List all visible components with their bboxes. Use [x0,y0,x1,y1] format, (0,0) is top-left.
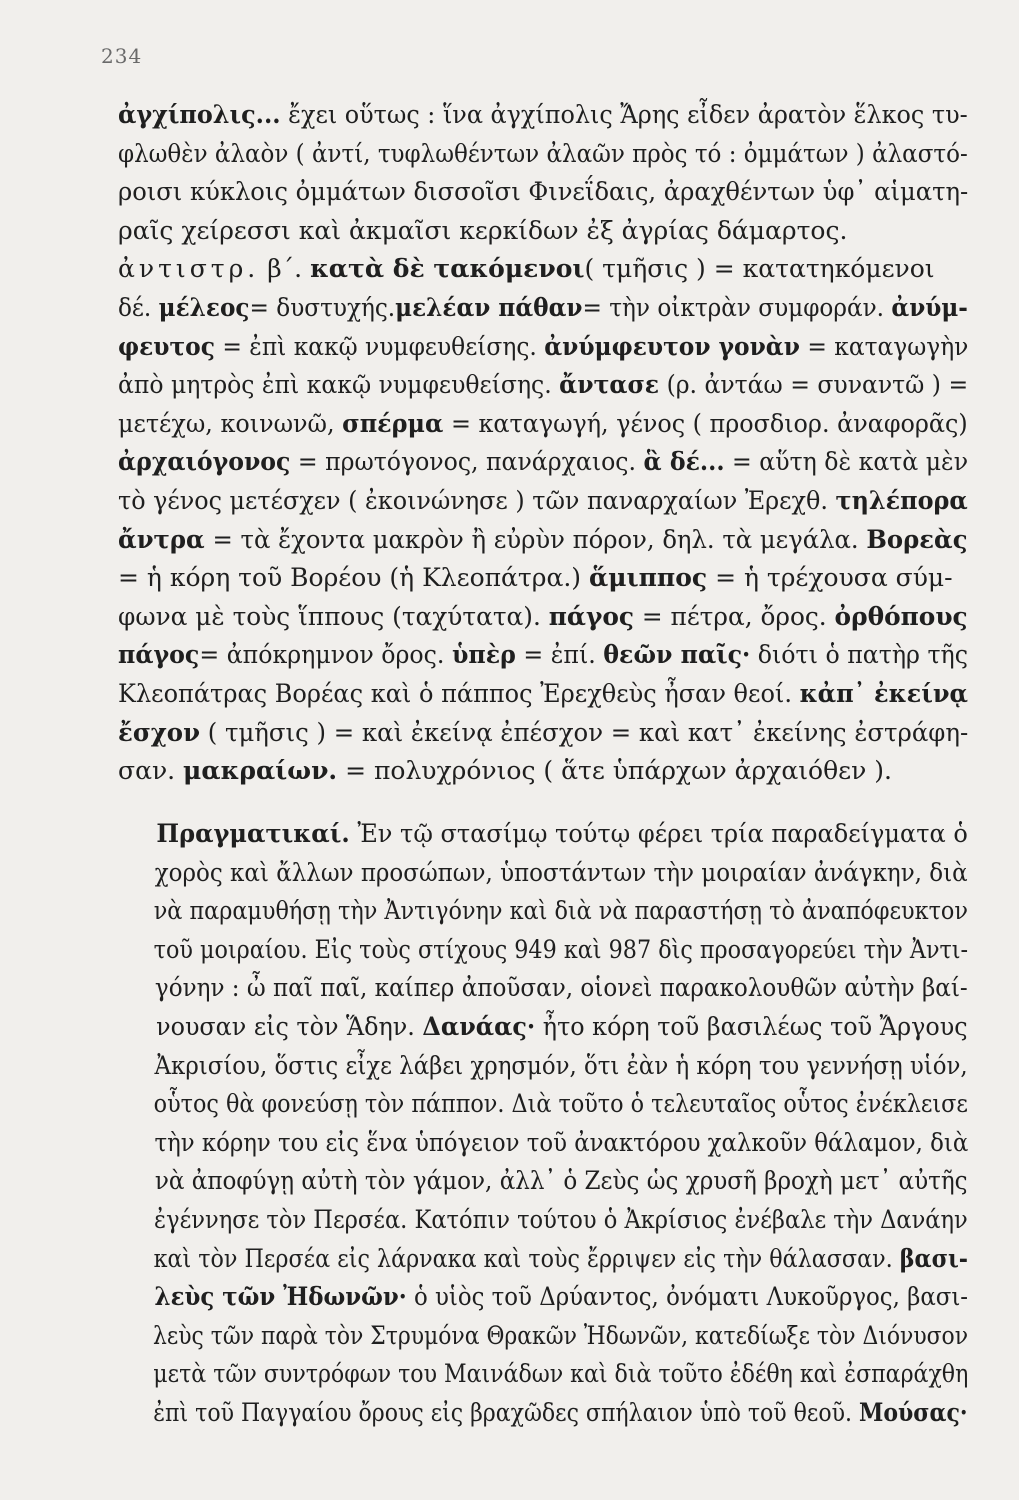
headword: ἔσχον [118,717,200,747]
text-segment: = πολυχρόνιος ( ἅτε ὑπάρχων ἀρχαιόθεν ). [337,756,892,786]
text-line [118,1047,968,1086]
text-segment: = ἡ τρέχουσα σύμ- [707,563,953,593]
text-segment: χορὸς καὶ ἄλλων προσώπων, ὑποστάντων τὴν μοιραίαν ἀνάγκην, διὰ [154,857,968,887]
text-line [118,521,968,560]
text-segment: = ἐπὶ κακῷ νυμφευθείσης. [214,331,545,361]
headword: ἄντρα [118,524,205,554]
text-line [118,559,968,598]
text-line [118,328,969,367]
text-segment: = τὰ ἔχοντα μακρὸν ἢ εὐρὺν πόρον, δηλ. τὰ μεγάλα. [204,524,867,554]
headword: Μούσας· [858,1397,968,1427]
text-segment: ἐπὶ τοῦ Παγγαίου ὄρους εἰς βραχῶδες σπήλαιον ὑπὸ τοῦ θεοῦ. [153,1397,859,1427]
text-segment: νουσαν εἰς τὸν Ἅδην. [156,1011,423,1041]
headword: λεὺς τῶν Ἠδωνῶν· [154,1282,407,1312]
headword: ὑπὲρ [451,640,516,670]
text-line [118,1162,968,1201]
text-segment: Ἀκρισίου, ὅστις εἶχε λάβει χρησμόν, ὅτι ἐὰν ἡ κόρη του γεννήσῃ υἱόν, [154,1050,968,1080]
text-segment: Κλεοπάτρας Βορέας καὶ ὁ πάππος Ἐρεχθεὺς ἦσαν θεοί. [118,678,800,708]
text-line [118,854,968,893]
text-segment: = αὕτη δὲ κατὰ μὲν [724,447,969,477]
text-line [118,482,968,521]
text-segment: = ἐπί. [515,640,604,670]
text-segment: τὸ γένος μετέσχεν ( ἐκοινώνησε ) τῶν παναρχαίων Ἐρεχθ. [118,485,836,515]
text-line [118,1201,968,1240]
headword: πάγος [548,601,634,631]
text-segment: = πρωτόγονος, πανάρχαιος. [290,447,644,477]
text-line [118,135,968,174]
text-segment: = καταγωγή, γένος ( προσδιορ. ἀναφορᾶς) [443,408,968,438]
text-segment: φωνα μὲ τοὺς ἵππους (ταχύτατα). [118,601,549,631]
text-segment: τὴν κόρην του εἰς ἕνα ὑπόγειον τοῦ ἀνακτόρου χαλκοῦν θάλαμον, διὰ [154,1127,969,1157]
headword: κἀπ᾽ ἐκείνᾳ [799,678,968,708]
text-line [118,1317,969,1356]
text-line [118,1394,968,1433]
text-segment: φλωθὲν ἀλαὸν ( ἀντί, τυφλωθέντων ἀλαῶν πρὸς τό : ὀμμάτων ) ἀλαστό- [118,138,968,168]
text-line [118,1008,968,1047]
headword: ὀρθόπους [834,601,968,631]
text-line [118,289,968,328]
text-segment: μετὰ τῶν συντρόφων του Μαινάδων καὶ διὰ τοῦτο ἐδέθη καὶ ἐσπαράχθη [153,1359,969,1389]
text-line [118,1240,968,1279]
text-line [118,892,968,931]
headword: σπέρμα [342,408,444,438]
text-line [118,250,968,289]
text-segment: β΄. [259,254,311,284]
text-line [118,969,968,1008]
text-segment: τοῦ μοιραίου. Εἰς τοὺς στίχους 949 καὶ 987 δὶς προσαγορεύει τὴν Ἀντι- [153,934,969,964]
text-line [118,752,968,791]
headword: Δανάας· [422,1011,536,1041]
text-segment: = τὴν οἰκτρὰν συμφοράν. [582,292,892,322]
text-segment: δέ. [118,292,159,322]
text-segment: γόνην : ὦ παῖ παῖ, καίπερ ἀποῦσαν, οἱονεὶ παρακολουθῶν αὐτὴν βαί- [154,973,968,1003]
headword: θεῶν παῖς· [603,640,751,670]
page-number: 234 [101,44,143,68]
text-line [118,636,968,675]
text-segment: = ἀπόκρημνον ὄρος. [199,640,452,670]
text-segment: ἔχει οὕτως : ἵνα ἀγχίπολις Ἄρης εἶδεν ἀρατὸν ἕλκος τυ- [280,100,968,129]
headword: κατὰ δὲ τακόμενοι [310,254,585,284]
text-line [118,366,969,405]
headword: μακραίων. [183,756,338,786]
text-segment: διότι ὁ πατὴρ τῆς [750,640,968,670]
text-segment: ραῖς χείρεσσι καὶ ἀκμαῖσι κερκίδων ἐξ ἀγρίας δάμαρτος. [118,215,848,245]
headword: τηλέπορα [835,485,968,515]
text-line [118,405,968,444]
text-segment: ἐγέννησε τὸν Περσέα. Κατόπιν τούτου ὁ Ἀκρίσιος ἐνέβαλε τὴν Δανάην [154,1204,968,1234]
text-line [118,1355,969,1394]
headword: ἀρχαιόγονος [118,447,291,477]
headword: Πραγματικαί. [156,819,350,848]
text-line [118,598,968,637]
headword: πάγος [118,640,200,670]
text-segment: Ἐν τῷ στασίμῳ τούτῳ φέρει τρία παραδείγματα ὁ [349,819,968,848]
text-segment: = καταγωγὴν [799,331,969,361]
text-segment: νὰ παραμυθήσῃ τὴν Ἀντιγόνην καὶ διὰ νὰ παραστήσῃ τὸ ἀναπόφευκτον [153,896,968,926]
text-segment: ( τμῆσις ) = κατατηκόμενοι [584,254,935,284]
text-line [118,96,968,135]
text-line [118,443,969,482]
headword: μελέαν πάθαν [395,292,583,322]
commentary-paragraph [118,96,968,791]
text-segment: = ἡ κόρη τοῦ Βορέου (ἡ Κλεοπάτρα.) [118,563,589,593]
text-line [118,815,968,854]
historical-notes-paragraph [118,815,968,1433]
headword: ἀνύμ- [891,292,968,322]
text-segment: σαν. [118,756,184,786]
text-segment: ἀπὸ μητρὸς ἐπὶ κακῷ νυμφευθείσης. [118,370,560,400]
text-line [118,1085,968,1124]
text-segment: = πέτρα, ὄρος. [633,601,835,631]
text-segment: νὰ ἀποφύγῃ αὐτὴ τὸν γάμον, ἀλλ᾽ ὁ Ζεὺς ὡς χρυσῆ βροχὴ μετ᾽ αὐτῆς [154,1166,968,1196]
text-line [118,173,969,212]
text-segment: οὗτος θὰ φονεύσῃ τὸν πάππον. Διὰ τοῦτο ὁ τελευταῖος οὗτος ἐνέκλεισε [153,1089,968,1119]
headword: ἃ δέ... [643,447,725,477]
text-line [118,931,969,970]
text-line [118,1124,969,1163]
text-line [118,212,968,251]
section-label: ἀντιστρ. [118,254,260,284]
headword: φευτος [118,331,215,361]
text-segment: ὁ υἱὸς τοῦ Δρύαντος, ὀνόματι Λυκοῦργος, βασι- [406,1282,969,1312]
text-segment: = δυστυχής. [249,292,396,322]
text-segment: μετέχω, κοινωνῶ, [118,408,343,438]
text-segment: ( τμῆσις ) = καὶ ἐκείνᾳ ἐπέσχον = καὶ κατ᾽ ἐκείνης ἐστράφη- [199,717,969,747]
headword: Βορεὰς [866,524,968,554]
text-segment: (ρ. ἀντάω = συναντῶ ) = [659,370,969,400]
text-segment: ροισι κύκλοις ὀμμάτων δισσοῖσι Φινεΐδαις, ἀραχθέντων ὑφ᾽ αἱματη- [118,177,969,207]
headword: ἀγχίπολις... [118,100,281,129]
text-line [118,714,969,753]
headword: βασι- [899,1243,968,1273]
text-segment: λεὺς τῶν παρὰ τὸν Στρυμόνα Θρακῶν Ἠδωνῶν, κατεδίωξε τὸν Διόνυσον [153,1320,969,1350]
text-line [118,675,968,714]
headword: μέλεος [158,292,250,322]
headword: ἀνύμφευτον γονὰν [544,331,800,361]
text-segment: καὶ τὸν Περσέα εἰς λάρνακα καὶ τοὺς ἔρριψεν εἰς τὴν θάλασσαν. [153,1243,900,1273]
text-segment: ἦτο κόρη τοῦ βασιλέως τοῦ Ἄργους [535,1011,968,1041]
text-line [118,1278,969,1317]
headword: ἅμιππος [588,563,708,593]
headword: ἄντασε [559,370,660,400]
